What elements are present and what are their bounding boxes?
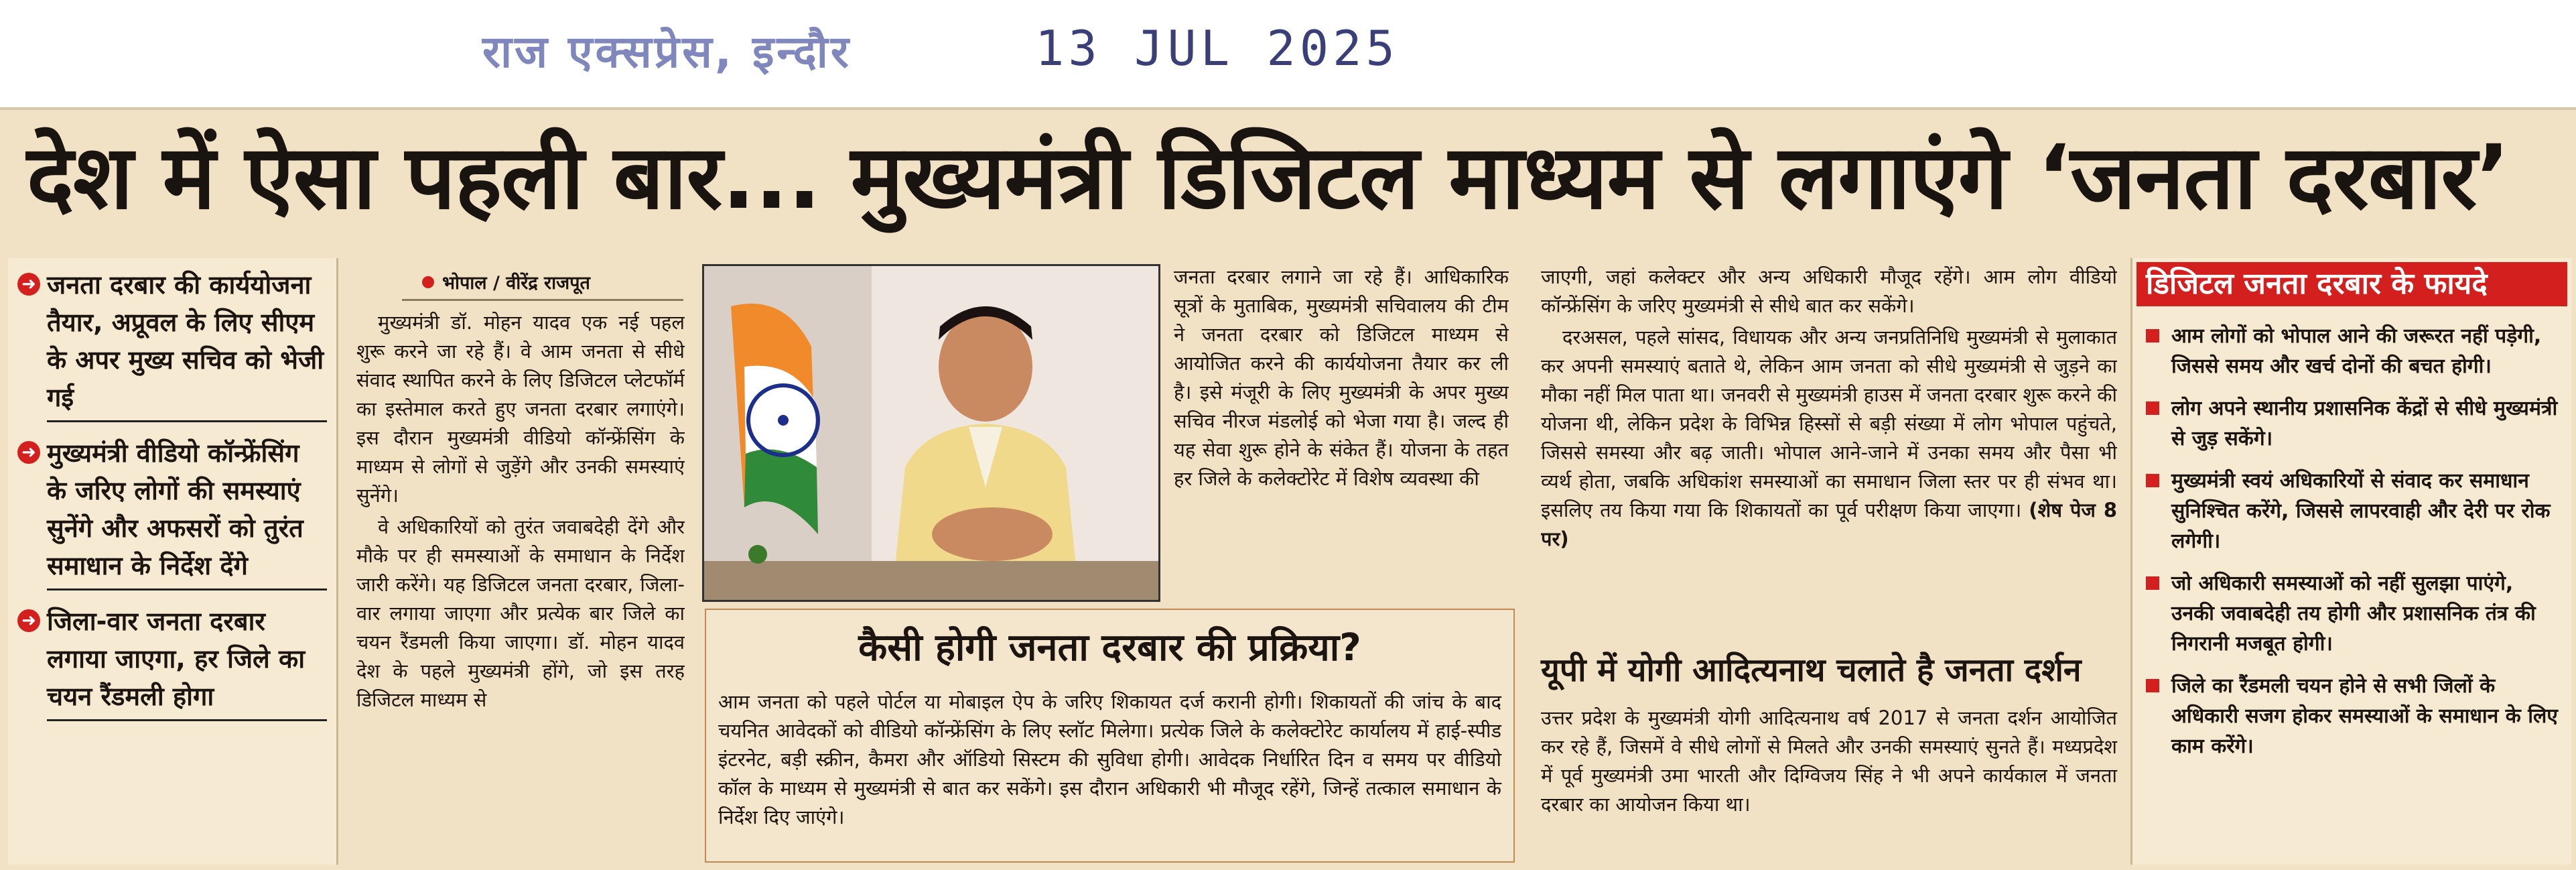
square-bullet-icon <box>2146 474 2159 487</box>
arrow-bullet-icon: ➜ <box>17 441 40 464</box>
benefit-item <box>2146 393 2561 454</box>
square-bullet-icon <box>2146 401 2159 415</box>
square-bullet-icon <box>2146 679 2159 692</box>
benefit-text: आम लोगों को भोपाल आने की जरूरत नहीं पड़ेगी, जिससे समय और खर्च दोनों की बचत होगी। <box>2171 324 2542 378</box>
article-paragraph: जनता दरबार लगाने जा रहे हैं। आधिकारिक सूत्रों के मुताबिक, मुख्यमंत्री सचिवालय की टीम ने जनता दरबार को डिजिटल माध्यम से आयोजित करने की कार्ययोजना तैयार कर ली है। इसे मंजूरी के लिए मुख्यमंत्री के अपर मुख्य सचिव नीरज मंडलोई को भेजा गया है। जल्द ही यह सेवा शुरू होने के संकेत हैं। योजना के तहत हर जिले के कलेक्टोरेट में विशेष व्यवस्था की <box>1174 265 1509 490</box>
chief-minister-photo <box>702 264 1160 602</box>
highlight-item <box>17 603 327 721</box>
highlight-text: जनता दरबार की कार्ययोजना तैयार, अप्रूवल के लिए सीएम के अपर मुख्य सचिव को भेजी गई <box>47 266 327 422</box>
benefits-box <box>2130 258 2571 865</box>
article-column-1 <box>356 308 685 865</box>
article-paragraph-text: दरअसल, पहले सांसद, विधायक और अन्य जनप्रतिनिधि मुख्यमंत्री से मुलाकात कर अपनी समस्याएं बताते थे, लेकिन आम जनता को सीधे मुख्यमंत्री से जुड़ने का मौका नहीं मिल पाता था। जनवरी से मुख्यमंत्री हाउस में जनता दरबार शुरू करने की योजना थी, लेकिन प्रदेश के विभिन्न हिस्सों से बड़ी संख्या में लोग भोपाल पहुंचते, जिससे समस्या और बढ़ जाती। भोपाल आने-जाने में उनका समय और पैसा भी व्यर्थ होता, जबकि अधिकांश समस्याओं का समाधान जिला स्तर पर ही संभव था। इसलिए तय किया गया कि शिकायतों का पूर्व परीक्षण किया जाएगा। <box>1541 326 2117 521</box>
square-bullet-icon <box>2146 576 2159 590</box>
benefit-text: जिले का रैंडमली चयन होने से सभी जिलों के अधिकारी सजग होकर समस्याओं के समाधान के लिए काम करेंगे। <box>2171 674 2558 758</box>
highlight-item <box>17 266 327 422</box>
benefit-text: लोग अपने स्थानीय प्रशासनिक केंद्रों से सीधे मुख्यमंत्री से जुड़ सकेंगे। <box>2171 397 2558 450</box>
highlight-text: जिला-वार जनता दरबार लगाया जाएगा, हर जिले का चयन रैंडमली होगा <box>47 603 327 721</box>
benefit-text: मुख्यमंत्री स्वयं अधिकारियों से संवाद कर समाधान सुनिश्चित करेंगे, जिससे लापरवाही और देरी पर रोक लगेगी। <box>2171 469 2551 553</box>
process-box <box>705 609 1515 863</box>
arrow-bullet-icon: ➜ <box>17 609 40 632</box>
highlight-item <box>17 434 327 591</box>
byline-dot-icon <box>422 276 434 288</box>
byline <box>422 269 590 294</box>
continued-note: (शेष पेज 8 पर) <box>1541 499 2117 550</box>
benefit-item <box>2146 671 2561 761</box>
article-paragraph: जाएगी, जहां कलेक्टर और अन्य अधिकारी मौजूद रहेंगे। आम लोग वीडियो कॉन्फ्रेंसिंग के जरिए मुख्यमंत्री से सीधे बात कर सकेंगे। <box>1541 265 2117 317</box>
up-janta-darshan-box <box>1541 650 2117 858</box>
up-text: उत्तर प्रदेश के मुख्यमंत्री योगी आदित्यनाथ वर्ष 2017 से जनता दर्शन आयोजित कर रहे हैं, जिसमें वे सीधे लोगों से मिलते और उनकी समस्याएं सुनते हैं। मध्यप्रदेश में पूर्व मुख्यमंत्री उमा भारती और दिग्विजय सिंह ने भी अपने कार्यकाल में जनता दरबार का आयोजन किया था। <box>1541 706 2117 816</box>
stamp-source: राज एक्सप्रेस, इन्दौर <box>482 26 852 78</box>
up-title: यूपी में योगी आदित्यनाथ चलाते है जनता दर्शन <box>1541 651 2082 689</box>
benefits-title: डिजिटल जनता दरबार के फायदे <box>2137 262 2567 306</box>
article-paragraph <box>1541 323 2117 554</box>
benefit-item <box>2146 321 2561 381</box>
article-column-3 <box>1541 263 2117 625</box>
benefit-item <box>2146 568 2561 659</box>
byline-text: भोपाल / वीरेंद्र राजपूत <box>442 273 590 294</box>
photo-illustration <box>704 266 1158 600</box>
left-highlights-box <box>8 258 338 865</box>
article-paragraph: वे अधिकारियों को तुरंत जवाबदेही देंगे और मौके पर ही समस्याओं के समाधान के निर्देश जारी करेंगे। यह डिजिटल जनता दरबार, जिला-वार लगाया जाएगा और प्रत्येक बार जिले का चयन रैंडमली किया जाएगा। डॉ. मोहन यादव देश के पहले मुख्यमंत्री होंगे, जो इस तरह डिजिटल माध्यम से <box>356 515 685 711</box>
headline: देश में ऐसा पहली बार... मुख्यमंत्री डिजिटल माध्यम से लगाएंगे ‘जनता दरबार’ <box>27 126 2510 229</box>
highlight-text: मुख्यमंत्री वीडियो कॉन्फ्रेंसिंग के जरिए लोगों की समस्याएं सुनेंगे और अफसरों को तुरंत समाधान के निर्देश देंगे <box>47 434 327 591</box>
arrow-bullet-icon: ➜ <box>17 273 40 296</box>
process-text: आम जनता को पहले पोर्टल या मोबाइल ऐप के जरिए शिकायत दर्ज करानी होगी। शिकायतों की जांच के बाद चयनित आवेदकों को वीडियो कॉन्फ्रेंसिंग के लिए स्लॉट मिलेगा। प्रत्येक जिले के कलेक्टोरेट कार्यालय में हाई-स्पीड इंटरनेट, बड़ी स्क्रीन, कैमरा और ऑडियो सिस्टम की सुविधा होगी। आवेदक निर्धारित दिन व समय पर वीडियो कॉल के माध्यम से मुख्यमंत्री से बात कर सकेंगे। इस दौरान अधिकारी भी मौजूद रहेंगे, जिन्हें तत्काल समाधान के निर्देश दिए जाएंगे। <box>718 690 1501 828</box>
benefit-item <box>2146 466 2561 556</box>
square-bullet-icon <box>2146 329 2159 343</box>
article-paragraph: मुख्यमंत्री डॉ. मोहन यादव एक नई पहल शुरू करने जा रहे हैं। वे आम जनता से सीधे संवाद स्थापित करने के लिए डिजिटल प्लेटफॉर्म का इस्तेमाल करते हुए जनता दरबार लगाएंगे। इस दौरान मुख्यमंत्री वीडियो कॉन्फ्रेंसिंग के माध्यम से लोगों से जुड़ेंगे और उनकी समस्याएं सुनेंगे। <box>356 311 685 507</box>
stamp-date: 13 JUL 2025 <box>1035 20 1399 76</box>
article-column-2 <box>1174 263 1509 601</box>
byline-rule <box>402 299 683 301</box>
process-title: कैसी होगी जनता दरबार की प्रक्रिया? <box>858 626 1361 670</box>
benefit-text: जो अधिकारी समस्याओं को नहीं सुलझा पाएंगे, उनकी जवाबदेही तय होगी और प्रशासनिक तंत्र की निगरानी मजबूत होगी। <box>2171 572 2536 656</box>
